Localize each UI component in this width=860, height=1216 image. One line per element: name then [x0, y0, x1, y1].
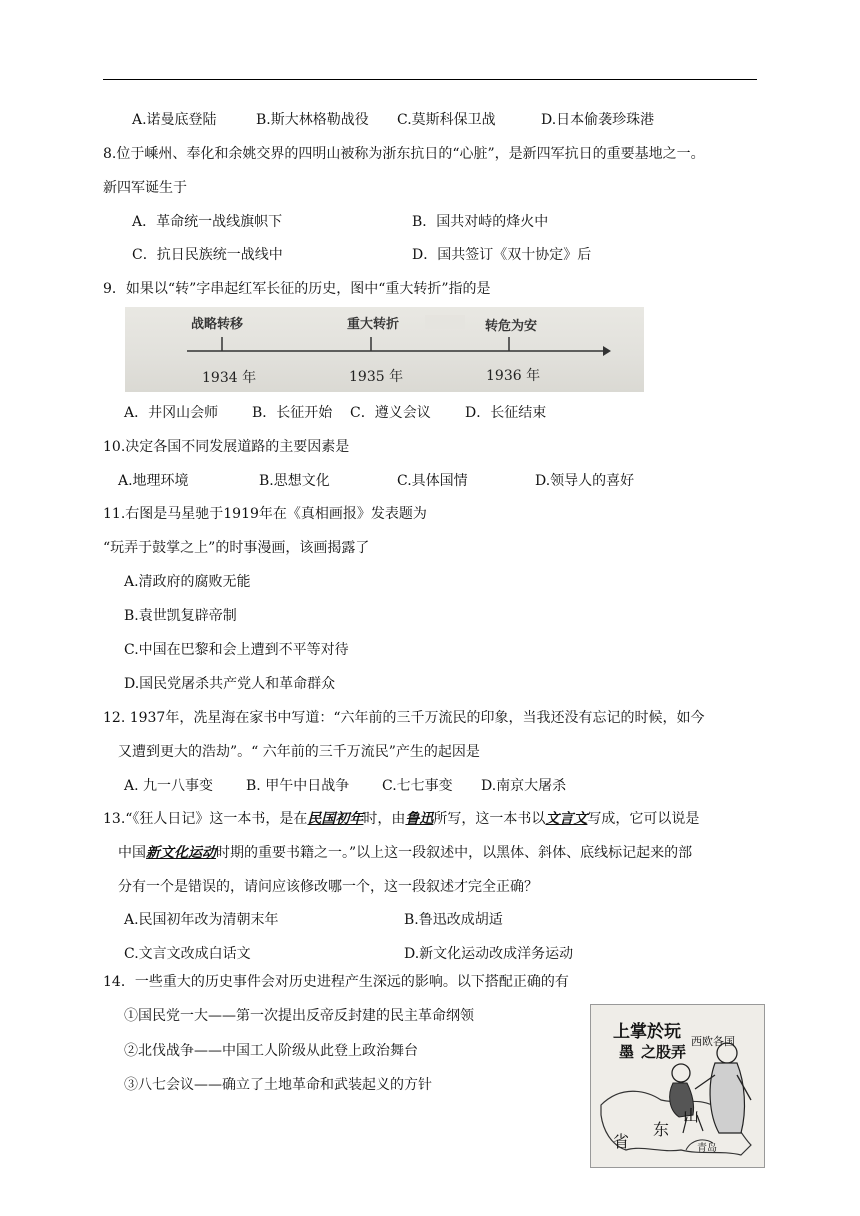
q11-option-c: C.中国在巴黎和会上遭到不平等对待 [124, 642, 349, 658]
q13-emph-xinwenhua: 新文化运动 [146, 845, 216, 861]
q13-text-2a: 中国 [118, 845, 146, 861]
q13-option-d: D.新文化运动改成洋务运动 [404, 946, 574, 962]
long-march-timeline-figure [125, 307, 644, 392]
q11-option-d: D.国民党屠杀共产党人和革命群众 [124, 676, 336, 692]
cartoon-seal: 墨 [619, 1043, 635, 1061]
q7-option-a: A.诺曼底登陆 [132, 112, 217, 128]
q11-option-b: B.袁世凯复辟帝制 [124, 608, 237, 624]
timeline-year-2: 1935 年 [349, 369, 404, 385]
cartoon-map-label-dong: 东 [653, 1120, 670, 1139]
q12-stem-line2: 又遭到更大的浩劫”。“ 六年前的三千万流民”产生的起因是 [118, 744, 480, 760]
q12-option-d: D.南京大屠杀 [481, 778, 567, 794]
q9-option-d: D．长征结束 [465, 405, 547, 421]
q10-option-d: D.领导人的喜好 [535, 473, 635, 489]
cartoon-tag: 西欧各国 [691, 1035, 735, 1048]
political-cartoon-image [590, 1004, 765, 1168]
q13-stem-line1 [103, 809, 699, 829]
q12-option-a: A. 九一八事变 [124, 778, 214, 794]
timeline-year-3: 1936 年 [486, 368, 541, 384]
q13-text-1e: 所写，这一本书以 [433, 811, 546, 827]
cartoon-map-label-shan: 山 [683, 1106, 700, 1125]
q8-option-a: A．革命统一战线旗帜下 [132, 214, 283, 230]
q9-option-a: A．井冈山会师 [124, 405, 219, 421]
q12-option-b: B. 甲午中日战争 [246, 778, 350, 794]
q13-option-a: A.民国初年改为清朝末年 [124, 912, 279, 928]
q9-option-b: B．长征开始 [252, 405, 333, 421]
q7-option-c: C.莫斯科保卫战 [397, 112, 496, 128]
q12-option-c: C.七七事变 [382, 778, 453, 794]
q14-item-3: ③八七会议——确立了土地革命和武装起义的方针 [124, 1077, 432, 1093]
cartoon-map-label-sheng: 省 [613, 1132, 630, 1151]
q13-stem-line2 [118, 843, 692, 863]
q13-stem-line3: 分有一个是错误的，请问应该修改哪一个，这一段叙述才完全正确？ [118, 879, 538, 895]
q11-stem-line2: “玩弄于鼓掌之上”的时事漫画，该画揭露了 [103, 540, 370, 556]
timeline-label-2: 重大转折 [347, 317, 400, 332]
q8-stem-line1: 8.位于嵊州、奉化和余姚交界的四明山被称为浙东抗日的“心脏”，是新四军抗日的重要基地之一。 [103, 146, 705, 162]
q10-option-a: A.地理环境 [118, 473, 189, 489]
timeline-label-1: 战略转移 [191, 317, 244, 332]
q10-option-b: B.思想文化 [259, 473, 330, 489]
q9-stem: 9．如果以“转”字串起红军长征的历史，图中“重大转折”指的是 [103, 281, 491, 297]
q12-stem-line1: 12. 1937年，冼星海在家书中写道：“六年前的三千万流民的印象，当我还没有忘记的时候，如今 [103, 710, 705, 726]
timeline-year-1: 1934 年 [202, 370, 257, 386]
q13-emph-minguo: 民国初年 [307, 811, 364, 827]
q7-option-d: D.日本偷袭珍珠港 [541, 112, 655, 128]
q10-stem: 10.决定各国不同发展道路的主要因素是 [103, 439, 350, 455]
header-rule [103, 79, 757, 80]
cartoon-map-label-qingdao: 青岛 [697, 1143, 717, 1154]
q9-option-c: C．遵义会议 [350, 405, 431, 421]
q13-text-1g: 写成，它可以说是 [587, 811, 700, 827]
q8-stem-line2: 新四军诞生于 [103, 180, 187, 196]
q13-text-2c: 时期的重要书籍之一。”以上这一段叙述中，以黑体、斜体、底线标记起来的部 [216, 845, 693, 861]
q14-item-2: ②北伐战争——中国工人阶级从此登上政治舞台 [124, 1043, 418, 1059]
q13-emph-wenyan: 文言文 [545, 811, 588, 827]
q7-option-b: B.斯大林格勒战役 [256, 112, 369, 128]
q11-stem-line1: 11.右图是马星驰于1919年在《真相画报》发表题为 [103, 506, 427, 522]
q13-option-c: C.文言文改成白话文 [124, 946, 251, 962]
cartoon-caption-1: 上掌於玩 [613, 1022, 681, 1042]
q8-option-c: C．抗日民族统一战线中 [132, 247, 283, 263]
q14-item-1: ①国民党一大——第一次提出反帝反封建的民主革命纲领 [124, 1008, 474, 1024]
q13-emph-luxun: 鲁迅 [405, 811, 434, 827]
q14-stem: 14．一些重大的历史事件会对历史进程产生深远的影响。以下搭配正确的有 [103, 974, 569, 990]
q13-option-b: B.鲁迅改成胡适 [404, 912, 503, 928]
q11-option-a: A.清政府的腐败无能 [124, 574, 251, 590]
q8-option-b: B．国共对峙的烽火中 [412, 214, 549, 230]
q13-text-1a: 13.“《狂人日记》这一本书，是在 [103, 811, 308, 827]
timeline-label-3: 转危为安 [485, 319, 538, 334]
q13-text-1c: 时，由 [363, 811, 406, 827]
cartoon-caption-2: 之股弄 [641, 1043, 687, 1061]
q10-option-c: C.具体国情 [397, 473, 468, 489]
q8-option-d: D．国共签订《双十协定》后 [412, 247, 592, 263]
